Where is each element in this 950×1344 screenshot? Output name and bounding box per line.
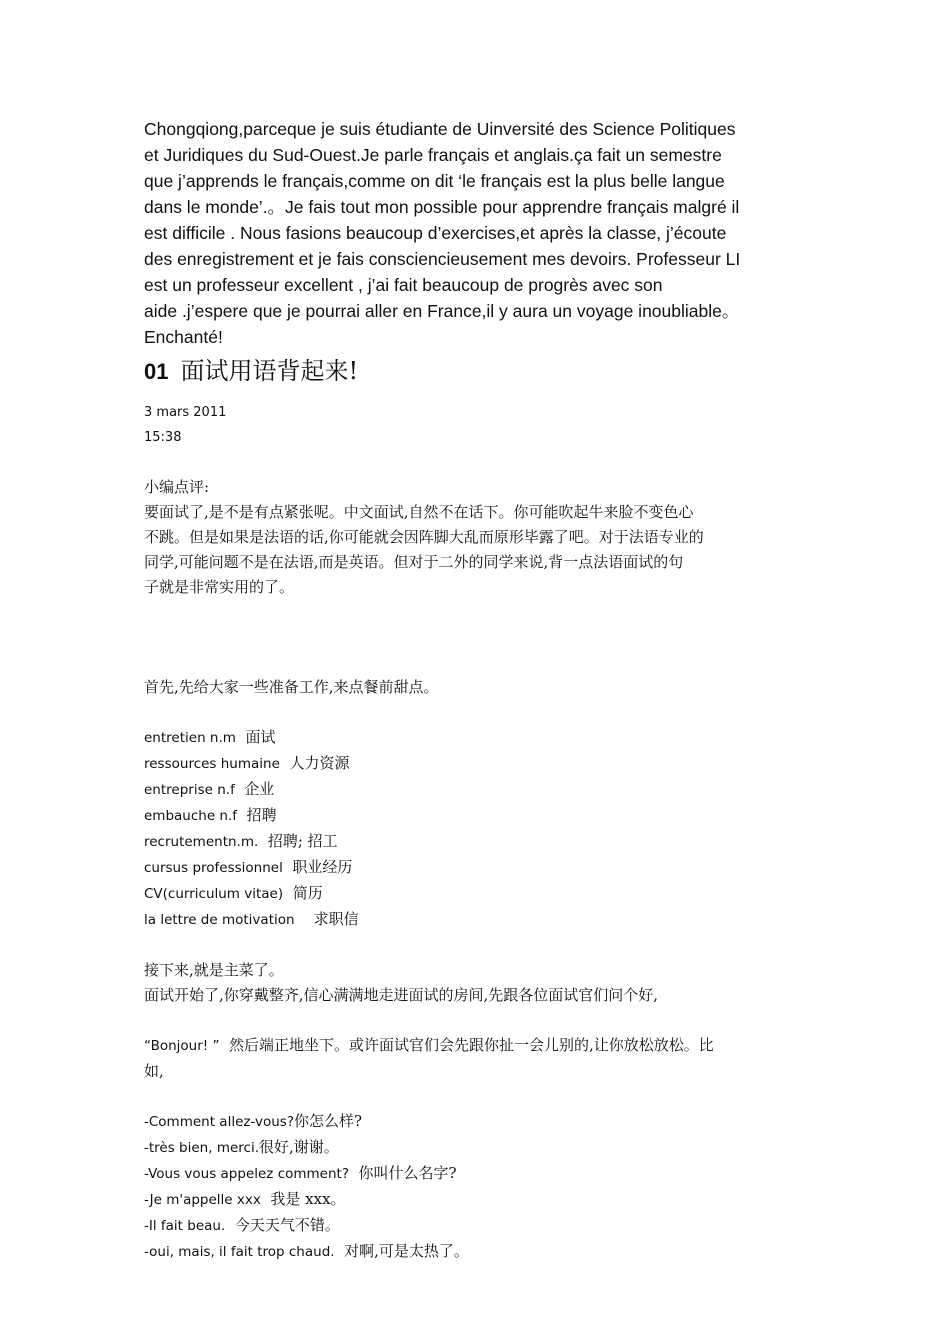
intro-line: Chongqiong,parceque je suis étudiante de Uinversité des Science Politiques — [144, 119, 736, 139]
dialogue-item: -très bien, merci.很好,谢谢。 — [144, 1138, 339, 1156]
dialogue-item: -Il fait beau. 今天天气不错。 — [144, 1216, 340, 1234]
vocab-item: ressources humaine 人力资源 — [144, 754, 350, 772]
vocab-item: cursus professionnel 职业经历 — [144, 858, 353, 876]
editor-line: 同学,可能问题不是在法语,而是英语。但对于二外的同学来说,背一点法语面试的句 — [144, 553, 684, 571]
vocab-item: entreprise n.f 企业 — [144, 780, 275, 798]
section-title: 面试用语背起来! — [180, 357, 359, 385]
dialogue-list — [144, 1109, 814, 1265]
intro-line: dans le monde’.。Je fais tout mon possible pour apprendre français malgré il — [144, 197, 740, 217]
main-intro: 接下来,就是主菜了。 — [144, 961, 284, 979]
vocab-item: la lettre de motivation 求职信 — [144, 910, 359, 928]
prep-line: 首先,先给大家一些准备工作,来点餐前甜点。 — [144, 678, 439, 696]
intro-line: des enregistrement et je fais consciencieusement mes devoirs. Professeur LI — [144, 249, 741, 269]
editor-line: 子就是非常实用的了。 — [144, 578, 295, 596]
post-meta — [144, 400, 814, 450]
main-line: 面试开始了,你穿戴整齐,信心满满地走进面试的房间,先跟各位面试官们问个好, — [144, 986, 659, 1004]
intro-line: Enchanté! — [144, 327, 223, 347]
document-page — [144, 116, 814, 1265]
dialogue-item: -Vous vous appelez comment? 你叫什么名字? — [144, 1164, 457, 1182]
dialogue-item: -Je m'appelle xxx 我是 xxx。 — [144, 1190, 346, 1208]
article-body — [144, 450, 814, 1265]
intro-line: que j’apprends le français,comme on dit ‘le français est la plus belle langue — [144, 171, 725, 191]
vocab-item: embauche n.f 招聘 — [144, 806, 277, 824]
intro-line: est difficile . Nous fasions beaucoup d’exercises,et après la classe, j’écoute — [144, 223, 727, 243]
intro-line: aide .j’espere que je pourrai aller en France,il y aura un voyage inoubliable。 — [144, 301, 740, 321]
bonjour-line-2: 如, — [144, 1062, 164, 1080]
vocab-item: recrutementn.m. 招聘; 招工 — [144, 832, 338, 850]
intro-line: est un professeur excellent , j’ai fait beaucoup de progrès avec son — [144, 275, 663, 295]
vocab-list — [144, 725, 814, 933]
post-time: 15:38 — [144, 430, 182, 445]
post-date: 3 mars 2011 — [144, 405, 227, 420]
section-number: 01 — [144, 359, 169, 384]
section-heading — [144, 354, 814, 388]
editor-line: 不跳。但是如果是法语的话,你可能就会因阵脚大乱而原形毕露了吧。对于法语专业的 — [144, 528, 704, 546]
dialogue-item: -Comment allez-vous?你怎么样? — [144, 1112, 363, 1130]
editor-line: 要面试了,是不是有点紧张呢。中文面试,自然不在话下。你可能吹起牛来脸不变色心 — [144, 503, 694, 521]
vocab-item: entretien n.m 面试 — [144, 728, 276, 746]
intro-line: et Juridiques du Sud-Ouest.Je parle français et anglais.ça fait un semestre — [144, 145, 722, 165]
bonjour-line: “Bonjour! ” 然后端正地坐下。或许面试官们会先跟你扯一会儿别的,让你放松放松。比 — [144, 1036, 714, 1054]
intro-paragraph — [144, 116, 814, 350]
editor-label: 小编点评: — [144, 478, 210, 496]
dialogue-item: -oui, mais, il fait trop chaud. 对啊,可是太热了。 — [144, 1242, 469, 1260]
vocab-item: CV(curriculum vitae) 简历 — [144, 884, 323, 902]
